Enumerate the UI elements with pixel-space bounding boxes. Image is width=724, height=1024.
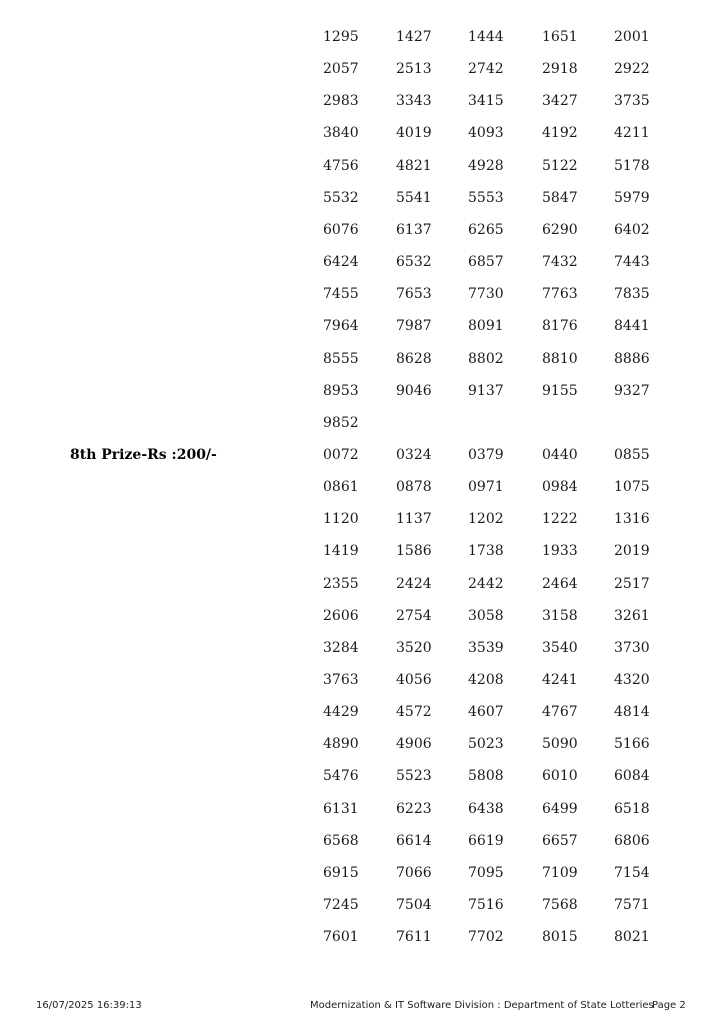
number-row xyxy=(0,286,724,318)
ticket-number: 3520 xyxy=(396,640,432,656)
ticket-number: 7066 xyxy=(396,865,432,881)
ticket-number: 6532 xyxy=(396,254,432,270)
number-row xyxy=(0,608,724,640)
ticket-number: 6290 xyxy=(542,222,578,238)
ticket-number: 6137 xyxy=(396,222,432,238)
ticket-number: 7443 xyxy=(614,254,650,270)
ticket-number: 7154 xyxy=(614,865,650,881)
ticket-number: 7432 xyxy=(542,254,578,270)
ticket-number: 7763 xyxy=(542,286,578,302)
number-row xyxy=(0,254,724,286)
ticket-number: 0971 xyxy=(468,479,504,495)
ticket-number: 2464 xyxy=(542,576,578,592)
ticket-number: 1651 xyxy=(542,29,578,45)
ticket-number: 8176 xyxy=(542,318,578,334)
ticket-number: 2918 xyxy=(542,61,578,77)
ticket-number: 6499 xyxy=(542,801,578,817)
ticket-number: 1137 xyxy=(396,511,432,527)
number-row xyxy=(0,447,724,479)
ticket-number: 3540 xyxy=(542,640,578,656)
ticket-number: 2742 xyxy=(468,61,504,77)
ticket-number: 8555 xyxy=(323,351,359,367)
ticket-number: 3763 xyxy=(323,672,359,688)
ticket-number: 6010 xyxy=(542,768,578,784)
number-row xyxy=(0,640,724,672)
ticket-number: 7987 xyxy=(396,318,432,334)
ticket-number: 9852 xyxy=(323,415,359,431)
ticket-number: 2983 xyxy=(323,93,359,109)
ticket-number: 7702 xyxy=(468,929,504,945)
ticket-number: 2057 xyxy=(323,61,359,77)
ticket-number: 5847 xyxy=(542,190,578,206)
ticket-number: 0324 xyxy=(396,447,432,463)
ticket-number: 5979 xyxy=(614,190,650,206)
ticket-number: 7601 xyxy=(323,929,359,945)
number-row xyxy=(0,318,724,350)
ticket-number: 4056 xyxy=(396,672,432,688)
ticket-number: 5553 xyxy=(468,190,504,206)
ticket-number: 5178 xyxy=(614,158,650,174)
ticket-number: 6265 xyxy=(468,222,504,238)
number-row xyxy=(0,158,724,190)
number-row xyxy=(0,351,724,383)
ticket-number: 7095 xyxy=(468,865,504,881)
number-row xyxy=(0,29,724,61)
ticket-number: 9046 xyxy=(396,383,432,399)
ticket-number: 8810 xyxy=(542,351,578,367)
ticket-number: 4821 xyxy=(396,158,432,174)
ticket-number: 3539 xyxy=(468,640,504,656)
number-row xyxy=(0,736,724,768)
ticket-number: 7611 xyxy=(396,929,432,945)
ticket-number: 6915 xyxy=(323,865,359,881)
ticket-number: 2442 xyxy=(468,576,504,592)
ticket-number: 3284 xyxy=(323,640,359,656)
ticket-number: 3427 xyxy=(542,93,578,109)
ticket-number: 4211 xyxy=(614,125,650,141)
ticket-number: 8886 xyxy=(614,351,650,367)
ticket-number: 4192 xyxy=(542,125,578,141)
number-row xyxy=(0,93,724,125)
number-row xyxy=(0,576,724,608)
number-row xyxy=(0,833,724,865)
ticket-number: 2424 xyxy=(396,576,432,592)
ticket-number: 3730 xyxy=(614,640,650,656)
ticket-number: 2513 xyxy=(396,61,432,77)
number-row xyxy=(0,383,724,415)
number-row xyxy=(0,190,724,222)
ticket-number: 4093 xyxy=(468,125,504,141)
ticket-number: 8015 xyxy=(542,929,578,945)
ticket-number: 2754 xyxy=(396,608,432,624)
ticket-number: 8802 xyxy=(468,351,504,367)
ticket-number: 7571 xyxy=(614,897,650,913)
ticket-number: 2517 xyxy=(614,576,650,592)
ticket-number: 5523 xyxy=(396,768,432,784)
ticket-number: 2922 xyxy=(614,61,650,77)
ticket-number: 4241 xyxy=(542,672,578,688)
number-row xyxy=(0,768,724,800)
ticket-number: 6223 xyxy=(396,801,432,817)
ticket-number: 4320 xyxy=(614,672,650,688)
ticket-number: 3058 xyxy=(468,608,504,624)
ticket-number: 5122 xyxy=(542,158,578,174)
ticket-number: 4572 xyxy=(396,704,432,720)
number-row xyxy=(0,865,724,897)
ticket-number: 7964 xyxy=(323,318,359,334)
ticket-number: 4890 xyxy=(323,736,359,752)
ticket-number: 0440 xyxy=(542,447,578,463)
ticket-number: 6084 xyxy=(614,768,650,784)
ticket-number: 8021 xyxy=(614,929,650,945)
ticket-number: 1427 xyxy=(396,29,432,45)
ticket-number: 1933 xyxy=(542,543,578,559)
ticket-number: 6806 xyxy=(614,833,650,849)
ticket-number: 9155 xyxy=(542,383,578,399)
footer-department: Modernization & IT Software Division : Department of State Lotteries xyxy=(310,1000,654,1011)
ticket-number: 0379 xyxy=(468,447,504,463)
ticket-number: 4208 xyxy=(468,672,504,688)
ticket-number: 1120 xyxy=(323,511,359,527)
ticket-number: 9137 xyxy=(468,383,504,399)
ticket-number: 5166 xyxy=(614,736,650,752)
ticket-number: 4767 xyxy=(542,704,578,720)
ticket-number: 6424 xyxy=(323,254,359,270)
ticket-number: 3261 xyxy=(614,608,650,624)
ticket-number: 0861 xyxy=(323,479,359,495)
ticket-number: 6076 xyxy=(323,222,359,238)
ticket-number: 4756 xyxy=(323,158,359,174)
ticket-number: 3735 xyxy=(614,93,650,109)
ticket-number: 4928 xyxy=(468,158,504,174)
ticket-number: 5532 xyxy=(323,190,359,206)
ticket-number: 5476 xyxy=(323,768,359,784)
ticket-number: 7835 xyxy=(614,286,650,302)
ticket-number: 1586 xyxy=(396,543,432,559)
ticket-number: 3415 xyxy=(468,93,504,109)
ticket-number: 7455 xyxy=(323,286,359,302)
ticket-number: 5023 xyxy=(468,736,504,752)
ticket-number: 7516 xyxy=(468,897,504,913)
ticket-number: 1202 xyxy=(468,511,504,527)
ticket-number: 4019 xyxy=(396,125,432,141)
number-row xyxy=(0,672,724,704)
ticket-number: 3158 xyxy=(542,608,578,624)
ticket-number: 5541 xyxy=(396,190,432,206)
ticket-number: 4814 xyxy=(614,704,650,720)
ticket-number: 8628 xyxy=(396,351,432,367)
ticket-number: 8091 xyxy=(468,318,504,334)
ticket-number: 1316 xyxy=(614,511,650,527)
number-row xyxy=(0,543,724,575)
footer-timestamp: 16/07/2025 16:39:13 xyxy=(36,1000,142,1011)
ticket-number: 6614 xyxy=(396,833,432,849)
ticket-number: 8953 xyxy=(323,383,359,399)
footer-page-number: Page 2 xyxy=(652,1000,686,1011)
number-row xyxy=(0,61,724,93)
ticket-number: 9327 xyxy=(614,383,650,399)
ticket-number: 7730 xyxy=(468,286,504,302)
number-row xyxy=(0,511,724,543)
ticket-number: 2606 xyxy=(323,608,359,624)
ticket-number: 2019 xyxy=(614,543,650,559)
ticket-number: 3840 xyxy=(323,125,359,141)
ticket-number: 6568 xyxy=(323,833,359,849)
ticket-number: 1738 xyxy=(468,543,504,559)
ticket-number: 1222 xyxy=(542,511,578,527)
ticket-number: 1295 xyxy=(323,29,359,45)
ticket-number: 1075 xyxy=(614,479,650,495)
ticket-number: 7504 xyxy=(396,897,432,913)
ticket-number: 0855 xyxy=(614,447,650,463)
number-row xyxy=(0,222,724,254)
ticket-number: 6857 xyxy=(468,254,504,270)
ticket-number: 6438 xyxy=(468,801,504,817)
ticket-number: 0984 xyxy=(542,479,578,495)
number-row xyxy=(0,125,724,157)
ticket-number: 1419 xyxy=(323,543,359,559)
ticket-number: 6518 xyxy=(614,801,650,817)
ticket-number: 4906 xyxy=(396,736,432,752)
ticket-number: 0878 xyxy=(396,479,432,495)
number-row xyxy=(0,897,724,929)
ticket-number: 7109 xyxy=(542,865,578,881)
ticket-number: 2355 xyxy=(323,576,359,592)
ticket-number: 4429 xyxy=(323,704,359,720)
ticket-number: 7568 xyxy=(542,897,578,913)
ticket-number: 2001 xyxy=(614,29,650,45)
ticket-number: 1444 xyxy=(468,29,504,45)
ticket-number: 6619 xyxy=(468,833,504,849)
ticket-number: 3343 xyxy=(396,93,432,109)
number-row xyxy=(0,801,724,833)
ticket-number: 6657 xyxy=(542,833,578,849)
ticket-number: 6402 xyxy=(614,222,650,238)
ticket-number: 7653 xyxy=(396,286,432,302)
number-row xyxy=(0,415,724,447)
prize-8-label: 8th Prize-Rs :200/- xyxy=(70,447,217,463)
ticket-number: 0072 xyxy=(323,447,359,463)
number-row xyxy=(0,704,724,736)
ticket-number: 5090 xyxy=(542,736,578,752)
ticket-number: 7245 xyxy=(323,897,359,913)
number-row xyxy=(0,479,724,511)
ticket-number: 8441 xyxy=(614,318,650,334)
ticket-number: 4607 xyxy=(468,704,504,720)
ticket-number: 6131 xyxy=(323,801,359,817)
ticket-number: 5808 xyxy=(468,768,504,784)
number-row xyxy=(0,929,724,961)
